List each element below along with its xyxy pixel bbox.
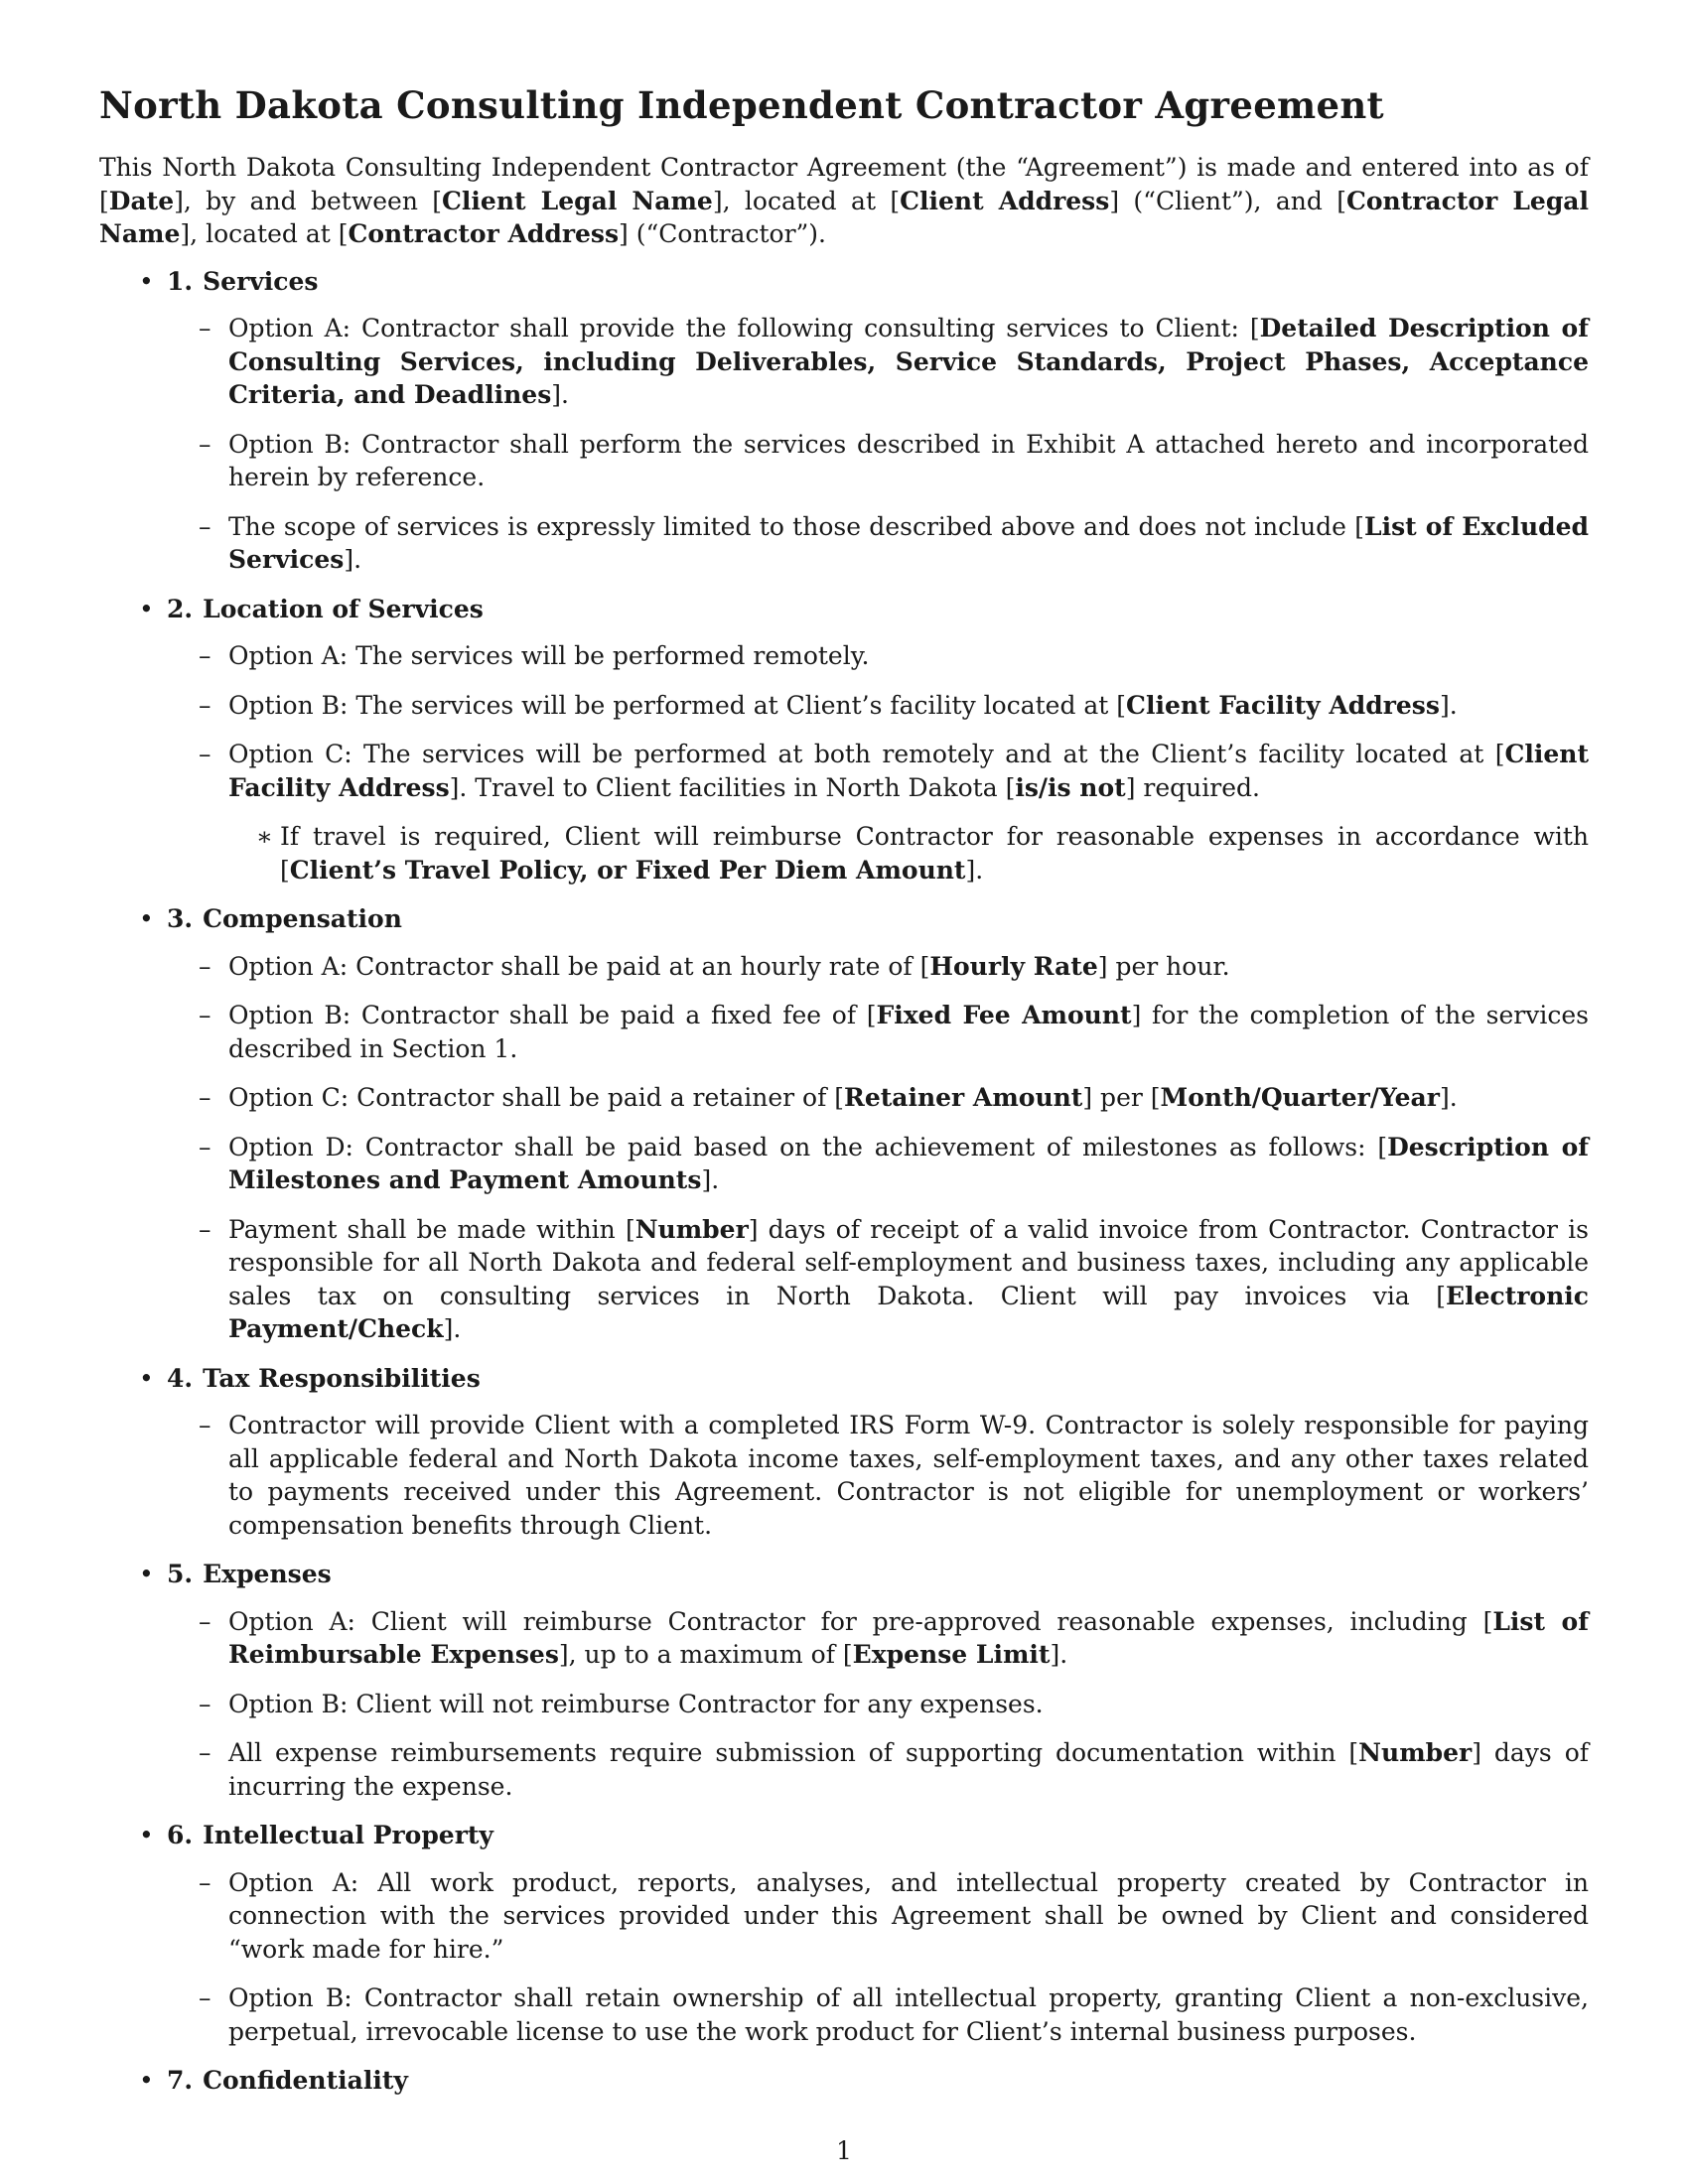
sub-list-item: ∗ If travel is required, Client will reimburse Contractor for reasonable expenses in accordance with [Client’s Travel Policy, or Fixed Per Diem Amount]. <box>256 822 1589 885</box>
list-item: – Payment shall be made within [Number] days of receipt of a valid invoice from Contractor. Contractor is responsible for all North Dakota and federal self-employment and business taxes, including any applicable sales tax on consulting services in North Dakota. Client will pay invoices via [Electronic Payment/Check]. <box>199 1214 1589 1344</box>
list-item: – Option A: All work product, reports, analyses, and intellectual property created by Contractor in connection with the services provided under this Agreement shall be owned by Client and considered “work made for hire.” <box>199 1867 1589 1964</box>
section-title: 7. Confidentiality <box>167 2066 408 2096</box>
list-item: – Option B: Contractor shall be paid a fixed fee of [Fixed Fee Amount] for the completion of the services described in Section 1. <box>199 1001 1589 1063</box>
section-confidentiality: • 7. Confidentiality <box>99 2064 1589 2098</box>
section-title: 2. Location of Services <box>167 594 484 623</box>
list-item: – Option B: Contractor shall retain ownership of all intellectual property, granting Client a non-exclusive, perpetual, irrevocable license to use the work product for Client’s internal business purposes. <box>199 1983 1589 2046</box>
list-item: – Option B: Client will not reimburse Contractor for any expenses. <box>199 1689 1044 1718</box>
list-item: – Contractor will provide Client with a completed IRS Form W-9. Contractor is solely responsible for paying all applicable federal and North Dakota income taxes, self-employment taxes, and any other taxes related to payments received under this Agreement. Contractor is not eligible for unemployment or workers’ compensation benefits through Client. <box>199 1411 1589 1540</box>
section-title: 1. Services <box>167 266 319 296</box>
list-item: – Option B: Contractor shall perform the services described in Exhibit A attached hereto and incorporated herein by reference. <box>199 429 1589 492</box>
section-title: 3. Compensation <box>167 904 402 934</box>
section-expenses: • 5. Expenses – Option A: Client will reimburse Contractor for pre-approved reasonable expenses, including [List of Reimbursable Expenses], up to a maximum of [Expense Limit]. – Option B: Client will not reimburse Contractor for any expenses. – All expense reimbursements require submission of supporting documentation within [Number] days of incurring the expense. <box>99 1558 1589 1803</box>
list-item: – Option C: Contractor shall be paid a retainer of [Retainer Amount] per [Month/Quarter/Year]. <box>199 1083 1458 1113</box>
sections-list <box>99 265 1589 2098</box>
section-title: 5. Expenses <box>167 1560 332 1589</box>
list-item: – Option D: Contractor shall be paid based on the achievement of milestones as follows: [Description of Milestones and Payment Amounts]. <box>199 1132 1589 1195</box>
section-tax-responsibilities: • 4. Tax Responsibilities – Contractor will provide Client with a completed IRS Form W-9. Contractor is solely responsible for paying all applicable federal and North Dakota income taxes, self-employment taxes, and any other taxes related to payments received under this Agreement. Contractor is not eligible for unemployment or workers’ compensation benefits through Client. <box>99 1362 1589 1543</box>
list-item: – Option B: The services will be performed at Client’s facility located at [Client Facility Address]. <box>199 690 1458 720</box>
section-title: 6. Intellectual Property <box>167 1821 493 1850</box>
section-services: • 1. Services – Option A: Contractor shall provide the following consulting services to Client: [Detailed Description of Consulting Services, including Deliverables, Service Standards, Project Phases, Acceptance Criteria, and Deadlines]. – Option B: Contractor shall perform the services described in Exhibit A attached hereto and incorporated herein by reference. – The scope of services is expressly limited to those described above and does not include [List of Excluded Services]. <box>99 265 1589 577</box>
list-item: – Option A: Client will reimburse Contractor for pre-approved reasonable expenses, including [List of Reimbursable Expenses], up to a maximum of [Expense Limit]. <box>199 1606 1589 1670</box>
list-item: – Option A: Contractor shall provide the following consulting services to Client: [Detailed Description of Consulting Services, including Deliverables, Service Standards, Project Phases, Acceptance Criteria, and Deadlines]. <box>199 314 1589 410</box>
section-location-of-services: • 2. Location of Services – Option A: The services will be performed remotely. – Option B: The services will be performed at Client’s facility located at [Client Facility Address]. – Option C: The services will be performed at both remotely and at the Client’s facility located at [Client Facility Address]. Travel to Client facilities in North Dakota [is/is not] required. ∗ If travel is required, Client will reimburse Contractor for reasonable expenses in accordance with [Client’s Travel Policy, or Fixed Per Diem Amount]. <box>99 593 1589 887</box>
list-item: – Option A: Contractor shall be paid at an hourly rate of [Hourly Rate] per hour. <box>199 951 1230 981</box>
page-number: 1 <box>836 2136 852 2165</box>
list-item: – Option A: The services will be performed remotely. <box>199 641 870 671</box>
section-intellectual-property: • 6. Intellectual Property – Option A: All work product, reports, analyses, and intellectual property created by Contractor in connection with the services provided under this Agreement shall be owned by Client and considered “work made for hire.” – Option B: Contractor shall retain ownership of all intellectual property, granting Client a non-exclusive, perpetual, irrevocable license to use the work product for Client’s internal business purposes. <box>99 1819 1589 2048</box>
list-item: – The scope of services is expressly limited to those described above and does not include [List of Excluded Services]. <box>199 511 1590 575</box>
list-item: – All expense reimbursements require submission of supporting documentation within [Number] days of incurring the expense. <box>199 1738 1589 1801</box>
intro-paragraph: This North Dakota Consulting Independent Contractor Agreement (the “Agreement”) is made and entered into as of [Date], by and between [Client Legal Name], located at [Client Address] (“Client”), and [Contractor Legal Name], located at [Contractor Address] (“Contractor”). <box>99 153 1590 249</box>
section-compensation: • 3. Compensation – Option A: Contractor shall be paid at an hourly rate of [Hourly Rate] per hour. – Option B: Contractor shall be paid a fixed fee of [Fixed Fee Amount] for the completion of the services described in Section 1. – Option C: Contractor shall be paid a retainer of [Retainer Amount] per [Month/Quarter/Year]. – Option D: Contractor shall be paid based on the achievement of milestones as follows: [Description of Milestones and Payment Amounts]. – Payment shall be made within [Number] days of receipt of a valid invoice from Contractor. Contractor is responsible for all North Dakota and federal self-employment and business taxes, including any applicable sales tax on consulting services in North Dakota. Client will pay invoices via [Electronic Payment/Check]. <box>99 902 1589 1346</box>
document-page <box>99 83 1589 2112</box>
section-title: 4. Tax Responsibilities <box>167 1363 481 1393</box>
list-item: – Option C: The services will be performed at both remotely and at the Client’s facility located at [Client Facility Address]. Travel to Client facilities in North Dakota [is/is not] required. ∗ If travel is required, Client will reimburse Contractor for reasonable expenses in accordance with [Client’s Travel Policy, or Fixed Per Diem Amount]. <box>167 738 1589 887</box>
document-title: North Dakota Consulting Independent Contractor Agreement <box>99 83 1384 127</box>
